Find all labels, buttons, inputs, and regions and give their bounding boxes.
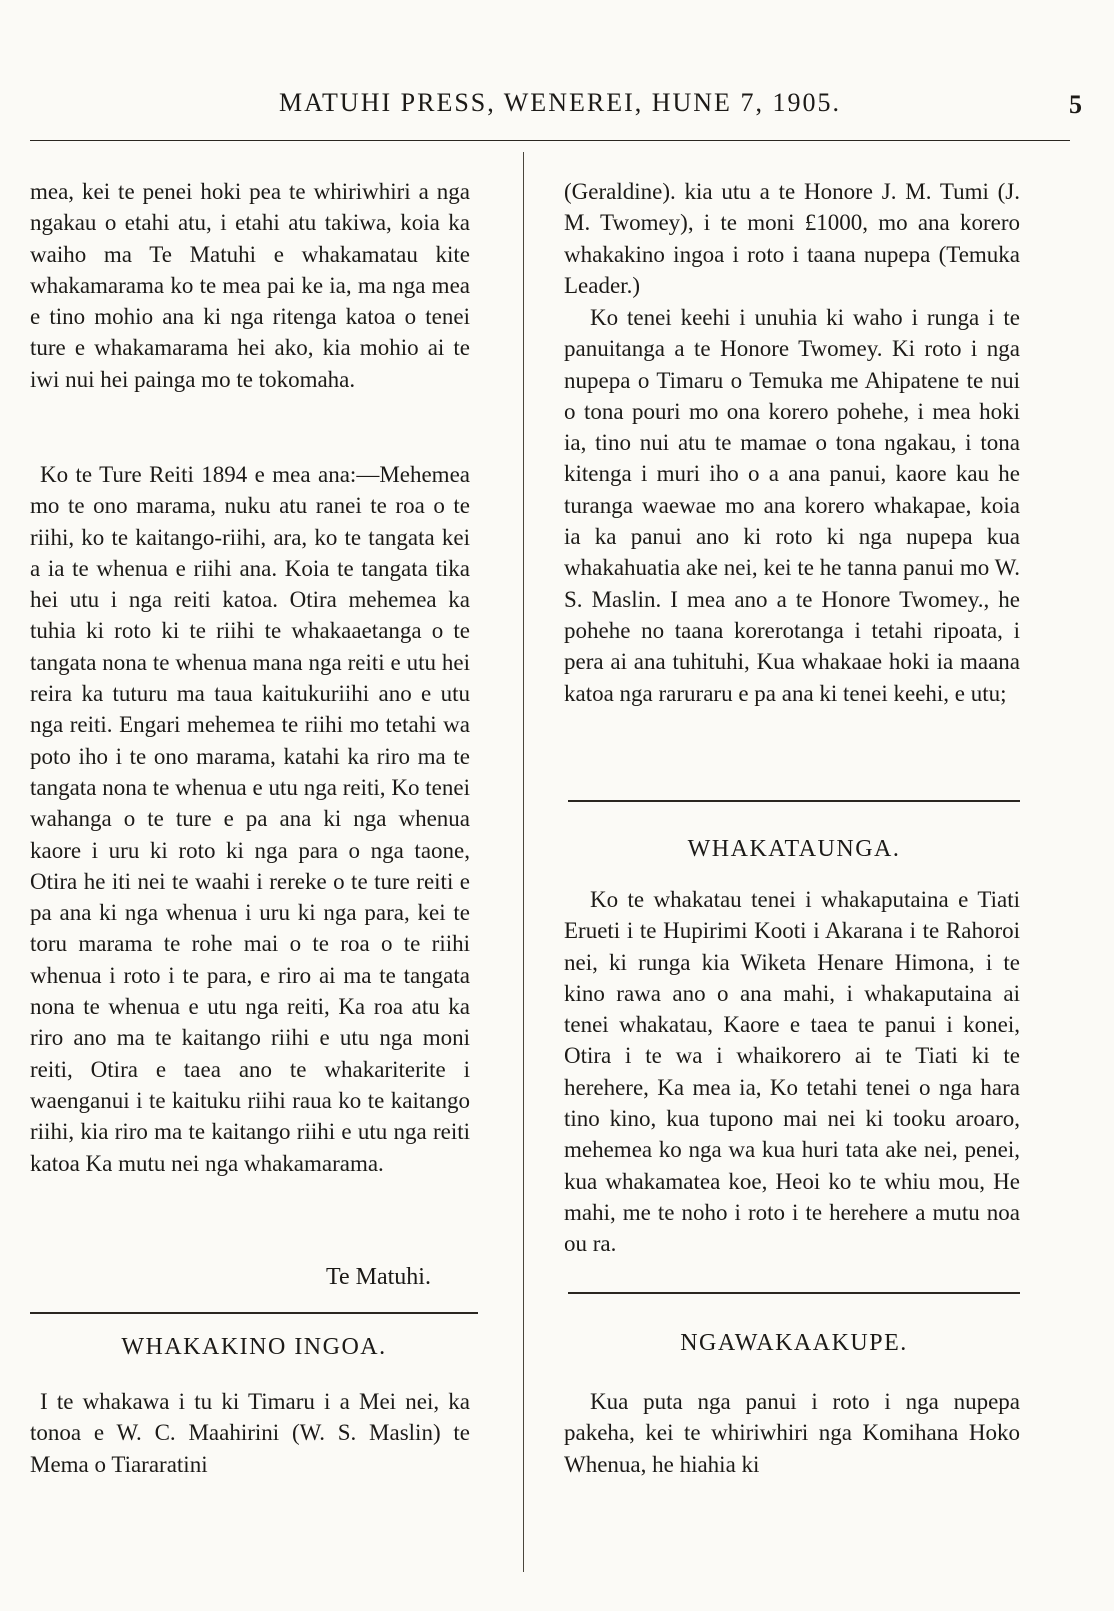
right-section2-rule [568,1292,1020,1294]
page-number: 5 [1069,90,1082,119]
masthead-title: MATUHI PRESS, WENEREI, HUNE 7, 1905. [279,88,841,117]
left-section-paragraph: I te whakawa i tu ki Timaru i a Mei nei, ka tonoa e W. C. Maahirini (W. S. Maslin) te Mema o Tiararatini [30,1389,470,1477]
column-divider [523,152,524,1572]
left-section-rule [30,1312,478,1314]
right-paragraph-2: Ko tenei keehi i unuhia ki waho i runga i te panuitanga a te Honore Twomey. Ki roto i nga nupepa o Timaru o Temuka me Ahipatene te nui o tona pouri mo ona korero pohehe, i mea hoki ia, tino nui atu te mamae o tona ngakau, i tona kitenga i muri iho o a ana panui, kaore kau he turanga waewae mo ana korero whakapae, koia ia ka panui ano ki roto ki nga nupepa kua whakahuatia ake nei, kei te he tanna panui mo W. S. Maslin. I mea ano a te Honore Twomey., he pohehe no taana korerotanga i tetahi ripoata, i pera ai ana tuhituhi, Kua whakaae hoki ia maana katoa nga raruraru e pa ana ki tenei keehi, e utu; [564,305,1020,706]
right-section1-rule [568,800,1020,802]
right-section2-paragraph: Kua puta nga panui i roto i nga nupepa pakeha, kei te whiriwhiri nga Komihana Hoko Whenua, he hiahia ki [564,1389,1020,1477]
left-signoff: Te Matuhi. [326,1264,431,1290]
header-rule [30,140,1070,141]
right-section1-paragraph: Ko te whakatau tenei i whakaputaina e Tiati Erueti i te Hupirimi Kooti i Akarana i te Rahoroi nei, ki runga kia Wiketa Henare Himona, i te kino rawa ano o ana mahi, i whakaputaina ai tenei whakatau, Kaore e taea te panui i konei, Otira i te wa i whaikorero ai te Tiati ki te herehere, Ka mea ia, Ko tetahi tenei o nga hara tino kino, kua tupono mai nei ki tooku aroaro, mehemea ko nga wa kua huri tata ake nei, penei, kua whakamatea koe, Heoi ko te whiu mou, He mahi, me te noho i roto i te herehere a mutu noa ou ra. [564,887,1020,1257]
left-paragraph-1: mea, kei te penei hoki pea te whiriwhiri a nga ngakau o etahi atu, i etahi atu takiwa, koia ka waiho ma Te Matuhi e whakamatau kite whakamarama ko te mea pai ke ia, ma nga mea e tino mohio ana ki nga ritenga katoa o tenei ture e whakamarama hei ako, kia mohio ai te iwi nui hei painga mo te tokomaha. [30,179,470,392]
right-section2-heading: NGAWAKAAKUPE. [680,1330,908,1356]
right-section1-heading: WHAKATAUNGA. [687,836,901,862]
page-header [30,88,1090,128]
left-paragraph-2: Ko te Ture Reiti 1894 e mea ana:—Mehemea mo te ono marama, nuku atu ranei te roa o te riihi, ko te kaitango-riihi, ara, ko te tangata kei a ia te whenua e riihi ana. Koia te tangata tika hei utu i nga reiti katoa. Otira mehemea ka tuhia ki roto ki te riihi te whakaaetanga o te tangata nona te whenua mana nga reiti e utu hei reira ka tuturu ma taua kaitukuriihi ano e utu nga reiti. Engari mehemea te riihi mo tetahi wa poto iho i te ono marama, katahi ka riro ma te tangata nona te whenua e utu nga reiti, Ko tenei wahanga o te ture e pa ana ki nga whenua kaore i uru ki roto ki nga para o nga taone, Otira he iti nei te waahi i rereke o te ture reiti e pa ana ki nga whenua i uru ki nga para, kei te toru marama te rohe mai o te roa o te riihi whenua i roto i te para, e riro ai ma te tangata nona te whenua e utu nga reiti, Ka roa atu ka riro ano ma te kaitango riihi e utu nga moni reiti, Otira e taea ano te whakariterite i waenganui i te kaituku riihi raua ko te kaitango riihi, kia riro ma te kaitango riihi e utu nga reiti katoa Ka mutu nei nga whakamarama. [30,462,470,1176]
left-section-heading: WHAKAKINO INGOA. [121,1334,387,1360]
right-paragraph-1: (Geraldine). kia utu a te Honore J. M. Tumi (J. M. Twomey), i te moni £1000, mo ana korero whakakino ingoa i roto i taana nupepa (Temuka Leader.) [564,179,1020,298]
